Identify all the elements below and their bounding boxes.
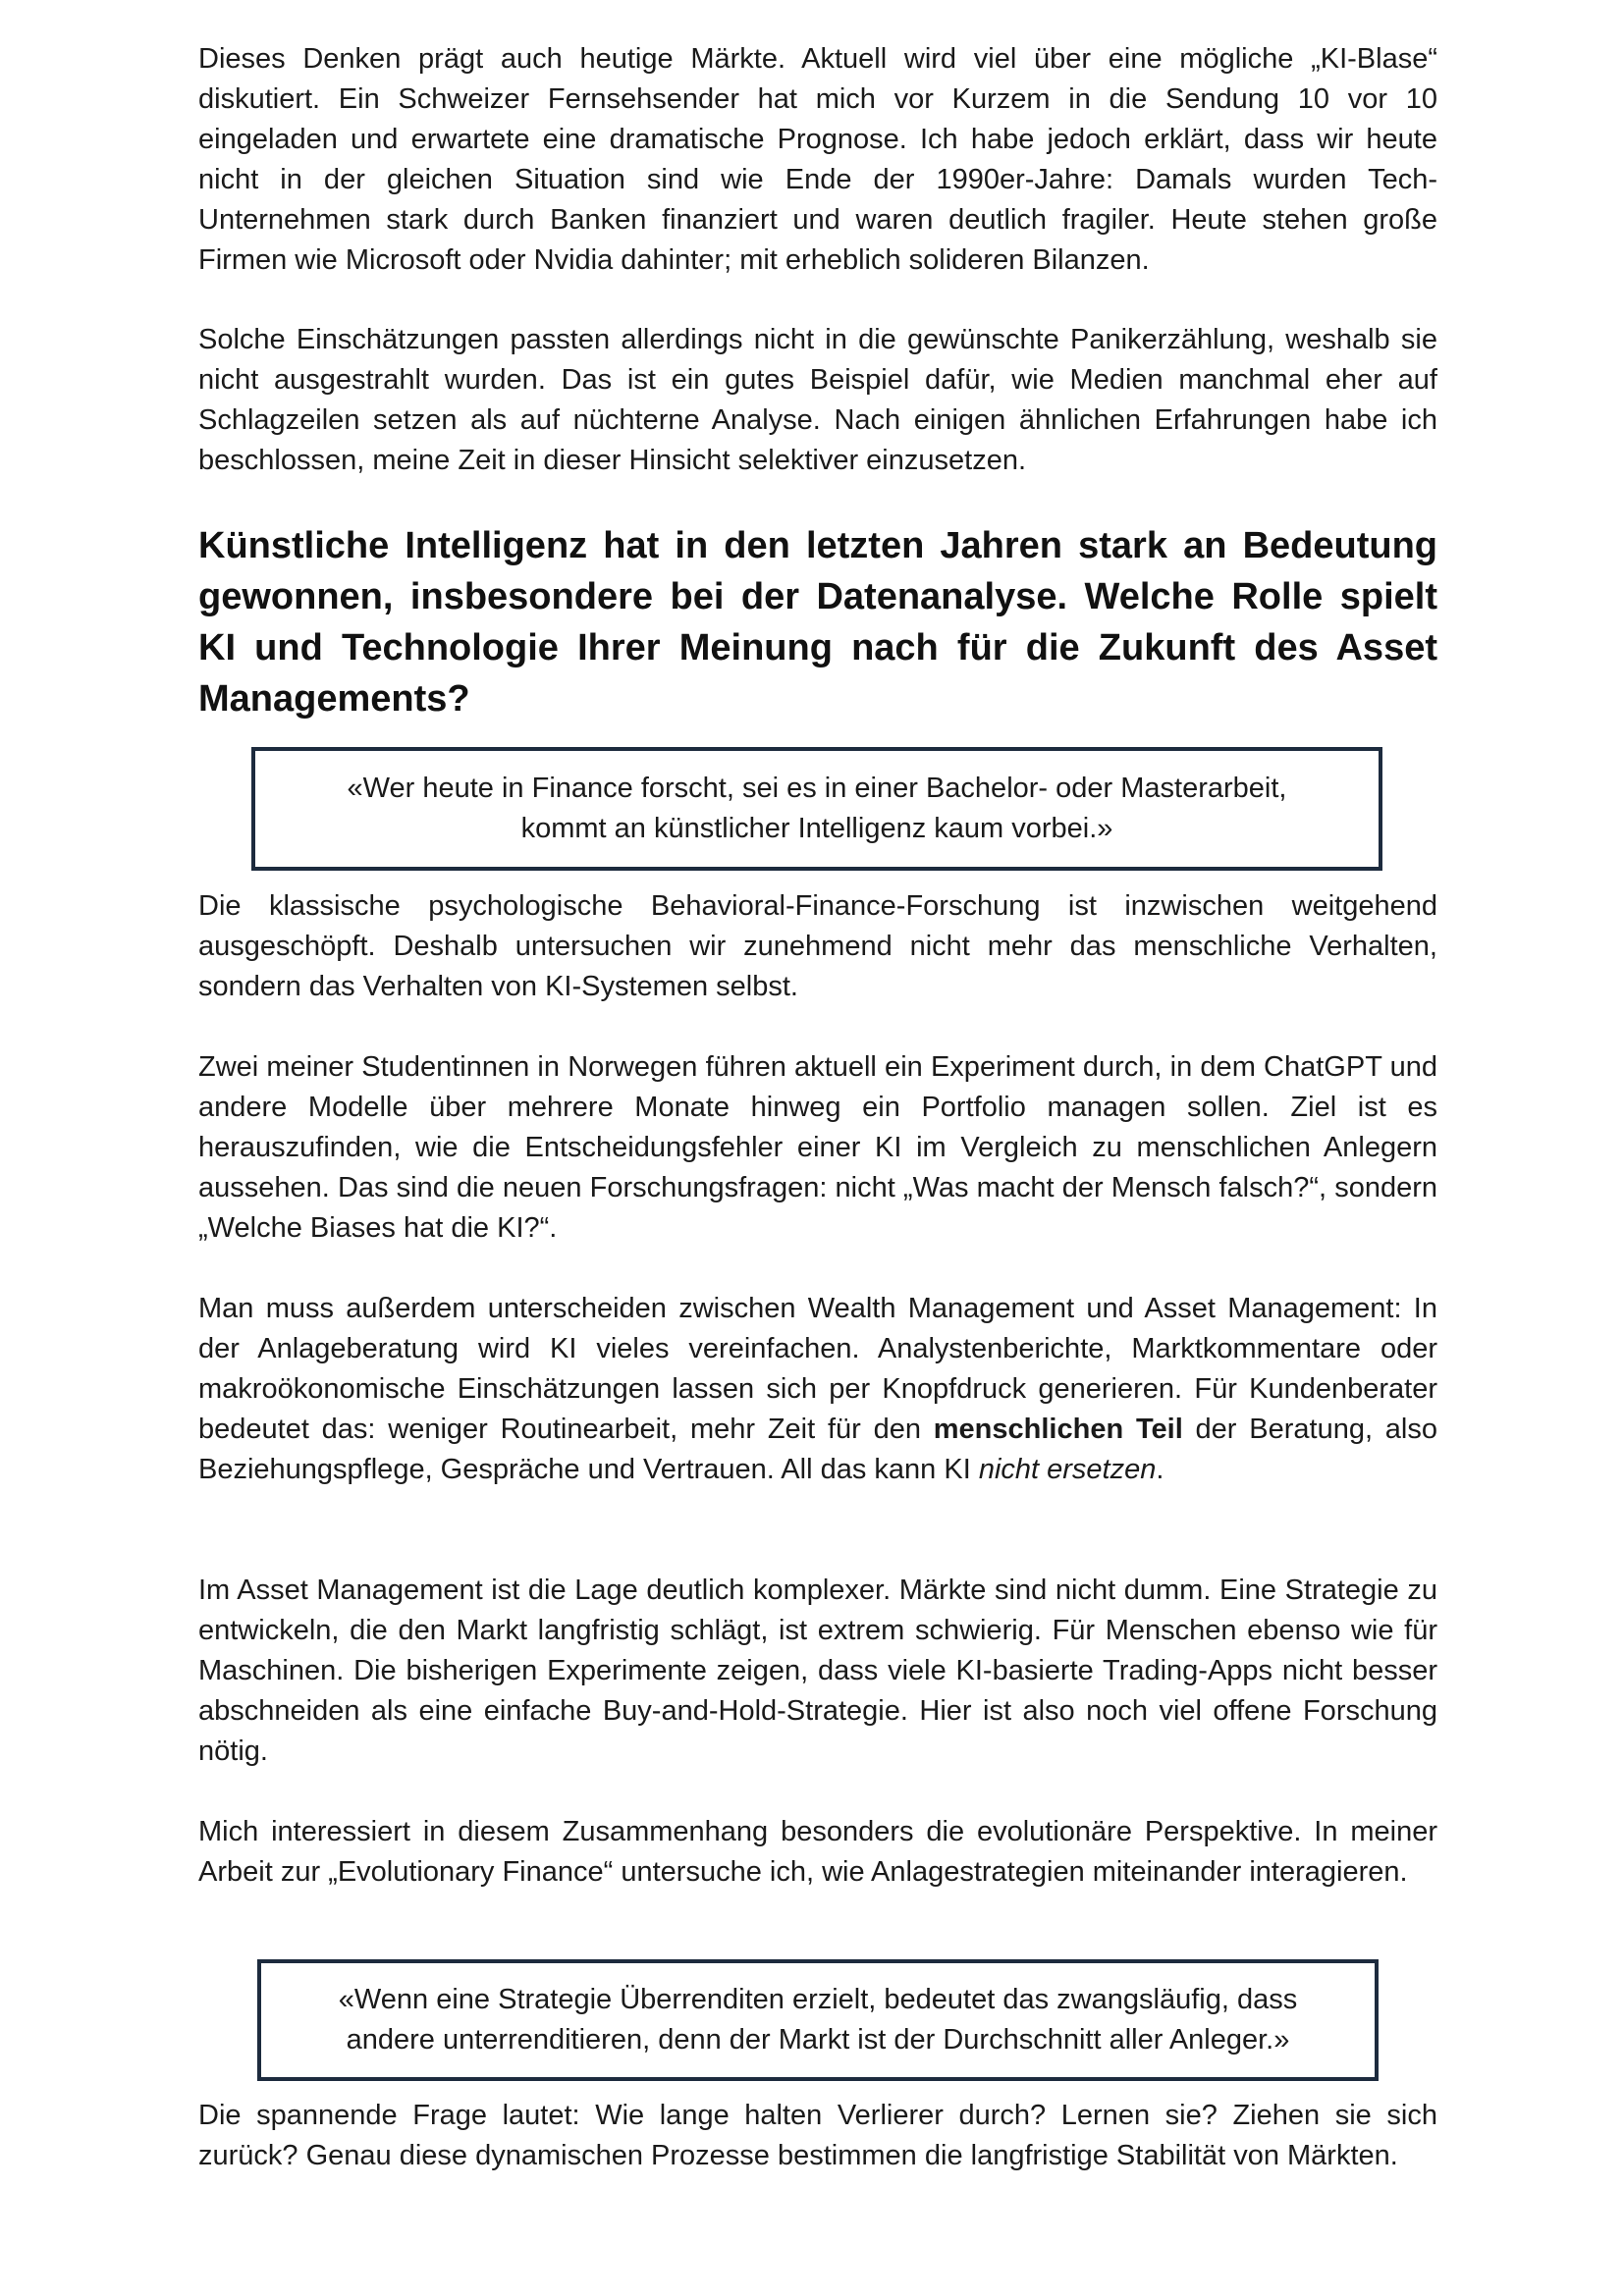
paragraph-experiment <box>198 1047 1437 1249</box>
quote-text <box>348 769 1287 849</box>
pull-quote-finance-ai <box>251 747 1382 871</box>
paragraph-text: Solche Einschätzungen passten allerdings nicht in die gewünschte Panikerzählung, weshalb sie nicht ausgestrahlt wurden. Das ist ein gutes Beispiel dafür, wie Medien manchmal eher auf Schlagzeilen setzen als auf nüchterne Analyse. Nach einigen ähnlichen Erfahrungen habe ich beschlossen, meine Zeit in dieser Hinsicht selektiver einzusetzen. <box>198 324 1437 476</box>
text-run: . <box>1156 1454 1164 1485</box>
quote-line: «Wer heute in Finance forscht, sei es in einer Bachelor- oder Masterarbeit, <box>347 773 1287 804</box>
paragraph-text <box>198 1289 1437 1490</box>
interview-question <box>198 520 1437 724</box>
pull-quote-overperformance <box>257 1959 1379 2081</box>
paragraph-text: Die klassische psychologische Behavioral-Finance-Forschung ist inzwischen weitgehend ausgeschöpft. Deshalb untersuchen wir zunehmend nicht mehr das menschliche Verhalten, sondern das Verhalten von KI-Systemen selbst. <box>198 890 1437 1002</box>
paragraph-closing <box>198 2096 1437 2176</box>
text-run: der Beratung, also Beziehungspflege, Gespräche und Vertrauen. All das kann KI <box>198 1414 1437 1485</box>
bold-emphasis: menschlichen Teil <box>933 1414 1183 1445</box>
paragraph-wealth-management <box>198 1289 1437 1490</box>
paragraph-asset-management <box>198 1571 1437 1772</box>
question-heading: Künstliche Intelligenz hat in den letzten Jahren stark an Bedeutung gewonnen, insbesondere bei der Datenanalyse. Welche Rolle spielt KI und Technologie Ihrer Meinung nach für die Zukunft des Asset Managements? <box>198 525 1437 720</box>
paragraph-behavioral-finance <box>198 886 1437 1007</box>
paragraph-text: Im Asset Management ist die Lage deutlich komplexer. Märkte sind nicht dumm. Eine Strategie zu entwickeln, die den Markt langfristig schlägt, ist extrem schwierig. Für Menschen ebenso wie für Maschinen. Die bisherigen Experimente zeigen, dass viele KI-basierte Trading-Apps nicht besser abschneiden als eine einfache Buy-and-Hold-Strategie. Hier ist also noch viel offene Forschung nötig. <box>198 1575 1437 1767</box>
paragraph-ki-blase <box>198 39 1437 281</box>
paragraph-evolutionary <box>198 1812 1437 1893</box>
italic-emphasis: nicht ersetzen <box>978 1454 1157 1485</box>
paragraph-media <box>198 320 1437 481</box>
quote-text <box>339 1980 1297 2060</box>
paragraph-text: Mich interessiert in diesem Zusammenhang besonders die evolutionäre Perspektive. In meiner Arbeit zur „Evolutionary Finance“ untersuche ich, wie Anlagestrategien miteinander interagieren. <box>198 1816 1437 1888</box>
text-run: Man muss außerdem unterscheiden zwischen Wealth Management und Asset Management: In der Anlageberatung wird KI vieles vereinfachen. Analystenberichte, Marktkommentare oder makroökonomische Einschätzungen lassen sich per Knopfdruck generieren. Für Kundenberater bedeutet das: weniger Routinearbeit, mehr Zeit für den <box>198 1293 1437 1445</box>
quote-line: «Wenn eine Strategie Überrenditen erzielt, bedeutet das zwangsläufig, dass <box>338 1984 1298 2015</box>
paragraph-text: Die spannende Frage lautet: Wie lange halten Verlierer durch? Lernen sie? Ziehen sie sich zurück? Genau diese dynamischen Prozesse bestimmen die langfristige Stabilität von Märkten. <box>198 2100 1437 2171</box>
quote-line: kommt an künstlicher Intelligenz kaum vorbei.» <box>520 813 1113 844</box>
paragraph-text: Dieses Denken prägt auch heutige Märkte. Aktuell wird viel über eine mögliche „KI-Blase“ diskutiert. Ein Schweizer Fernsehsender hat mich vor Kurzem in die Sendung 10 vor 10 eingeladen und erwartete eine dramatische Prognose. Ich habe jedoch erklärt, dass wir heute nicht in der gleichen Situation sind wie Ende der 1990er-Jahre: Damals wurden Tech-Unternehmen stark durch Banken finanziert und waren deutlich fragiler. Heute stehen große Firmen wie Microsoft oder Nvidia dahinter; mit erheblich solideren Bilanzen. <box>198 43 1437 276</box>
paragraph-text: Zwei meiner Studentinnen in Norwegen führen aktuell ein Experiment durch, in dem ChatGPT und andere Modelle über mehrere Monate hinweg ein Portfolio managen sollen. Ziel ist es herauszufinden, wie die Entscheidungsfehler einer KI im Vergleich zu menschlichen Anlegern aussehen. Das sind die neuen Forschungsfragen: nicht „Was macht der Mensch falsch?“, sondern „Welche Biases hat die KI?“. <box>198 1051 1437 1244</box>
quote-line: andere unterrenditieren, denn der Markt ist der Durchschnitt aller Anleger.» <box>346 2024 1290 2056</box>
